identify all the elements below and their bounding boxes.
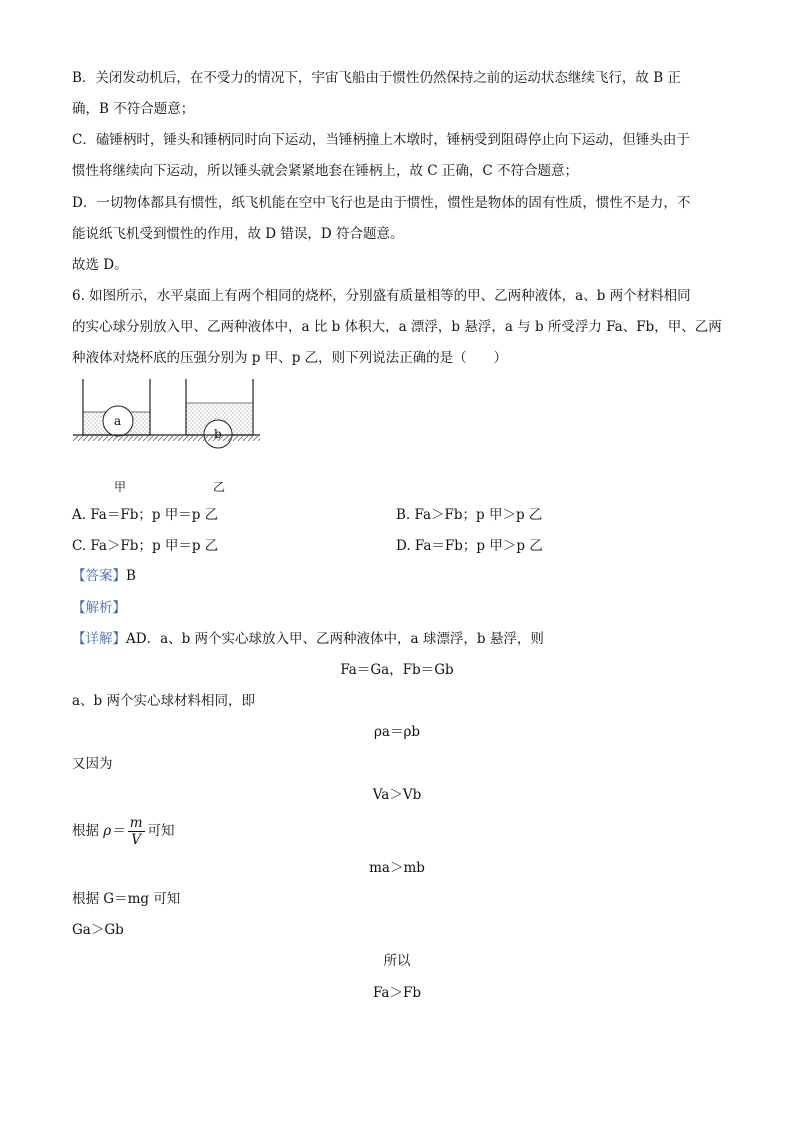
answer-value: B xyxy=(126,568,136,584)
beaker-yi-label: 乙 xyxy=(213,480,226,494)
analysis-heading xyxy=(72,598,126,618)
density-denominator: V xyxy=(131,832,142,848)
equation-mass: ma＞mb xyxy=(369,860,425,876)
density-formula-prefix: 根据 xyxy=(72,823,99,839)
analysis-label: 【解析】 xyxy=(72,600,126,616)
same-material-text: a、b 两个实心球材料相同，即 xyxy=(72,693,255,709)
density-lhs: ρ＝ xyxy=(103,823,125,839)
question-6-line-2: 的实心球分别放入甲、乙两种液体中，a 比 b 体积大，a 漂浮，b 悬浮，a 与 b 所受浮力 Fa、Fb，甲、乙两 xyxy=(72,319,722,335)
detail-label: 【详解】 xyxy=(72,631,126,647)
equation-weight: Ga＞Gb xyxy=(72,922,124,938)
beaker-jia-label: 甲 xyxy=(114,480,127,494)
equation-density: ρa＝ρb xyxy=(373,724,421,740)
option-c: C. Fa＞Fb；p 甲＝p 乙 xyxy=(72,538,219,554)
option-c-explanation-line-2: 惯性将继续向下运动，所以锤头就会紧紧地套在锤柄上，故 C 正确，C 不符合题意； xyxy=(72,163,579,179)
equation-volume: Va＞Vb xyxy=(372,787,422,803)
density-numerator: m xyxy=(129,815,143,831)
beaker-figure xyxy=(68,376,268,491)
density-fraction xyxy=(128,815,145,848)
choose-statement: 故选 D。 xyxy=(72,257,128,273)
option-c-explanation-line-1: C．磕锤柄时，锤头和锤柄同时向下运动，当锤柄撞上木墩时，锤柄受到阻碍停止向下运动，但锤头由于 xyxy=(72,132,690,148)
ball-b-label: b xyxy=(214,427,222,441)
option-b: B. Fa＞Fb；p 甲＞p 乙 xyxy=(396,507,543,523)
table-hatching xyxy=(73,435,260,441)
weight-formula-text: 根据 G＝mg 可知 xyxy=(72,891,181,907)
answer-label: 【答案】 xyxy=(72,568,126,584)
detail-line xyxy=(72,629,544,649)
equation-buoyancy-weight: Fa＝Ga，Fb＝Gb xyxy=(340,662,454,678)
answer-line xyxy=(72,566,136,586)
option-a: A. Fa＝Fb；p 甲＝p 乙 xyxy=(72,507,219,523)
question-6-line-3: 种液体对烧杯底的压强分别为 p 甲、p 乙，则下列说法正确的是（ ） xyxy=(72,350,508,366)
question-6-line-1: 6. 如图所示，水平桌面上有两个相同的烧杯，分别盛有质量相等的甲、乙两种液体，a、b 两个材料相同 xyxy=(72,288,691,304)
detail-text: AD．a、b 两个实心球放入甲、乙两种液体中，a 球漂浮，b 悬浮，则 xyxy=(126,631,544,647)
option-d: D. Fa＝Fb；p 甲＞p 乙 xyxy=(396,538,543,554)
option-b-explanation-line-1: B．关闭发动机后，在不受力的情况下，宇宙飞船由于惯性仍然保持之前的运动状态继续飞行，故 B 正 xyxy=(72,70,681,86)
ball-a-label: a xyxy=(114,414,122,428)
option-b-explanation-line-2: 确，B 不符合题意； xyxy=(72,101,195,117)
option-d-explanation-line-2: 能说纸飞机受到惯性的作用，故 D 错误，D 符合题意。 xyxy=(72,226,404,242)
because-text: 又因为 xyxy=(72,756,113,772)
density-formula-line xyxy=(72,812,175,850)
option-d-explanation-line-1: D．一切物体都具有惯性，纸飞机能在空中飞行也是由于惯性，惯性是物体的固有性质，惯性不是力，不 xyxy=(72,195,691,211)
density-formula-suffix: 可知 xyxy=(147,823,175,839)
equation-buoyancy-compare: Fa＞Fb xyxy=(372,985,421,1001)
so-text: 所以 xyxy=(383,953,411,969)
